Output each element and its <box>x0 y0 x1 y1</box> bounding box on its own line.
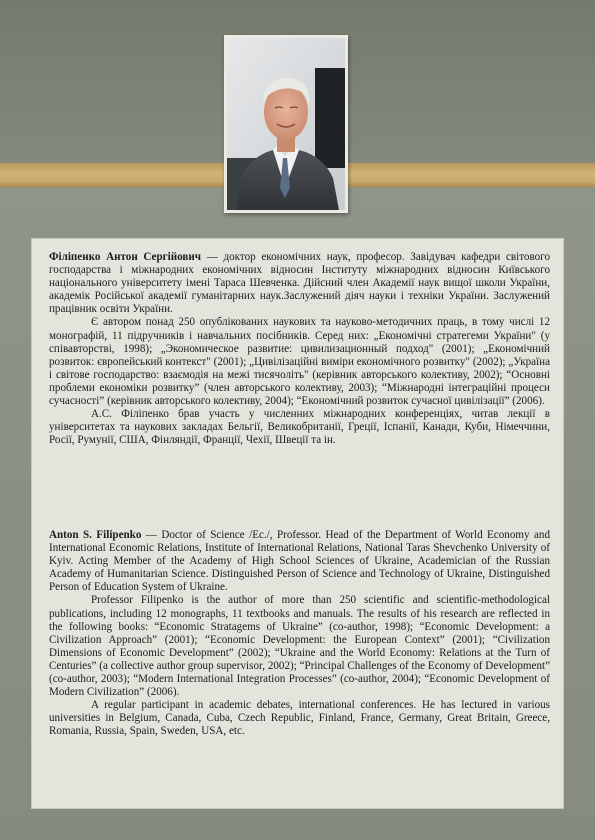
biography-english <box>49 529 550 739</box>
uk-author-name: Філіпенко Антон Сергійович <box>49 251 202 263</box>
en-author-name: Anton S. Filipenko <box>49 529 142 541</box>
en-publications-paragraph: Professor Filipenko is the author of more than 250 scientific and scientific-methodological publications, including 12 monographs, 11 textbooks and manuals. The results of his research are reflected in the following books: “Economic Stratagems of Ukraine” (co-author, 1998); “Economic Development: a Civilization Approach” (2001); “Economic Development: the European Context” (2001); “Civilization Dimensions of Economic Development” (2002); “Ukraine and the World Economy: Relations at the Turn of Centuries” (a collective author group supervisor, 2002); “Principal Challenges of the Economy of Development” (co-author, 2003); “Modern International Integration Processes” (co-author, 2004); “Economic Development of Modern Civilization” (2006). <box>49 594 550 699</box>
en-conferences-paragraph: A regular participant in academic debates, international conferences. He has lectured in various universities in Belgium, Canada, Cuba, Czech Republic, Finland, France, Germany, Great Britain, Greece, Romania, Russia, Spain, Sweden, USA, etc. <box>49 699 550 738</box>
author-photo <box>227 38 345 210</box>
author-portrait-illustration <box>227 38 345 210</box>
author-photo-frame <box>224 35 348 213</box>
uk-bio-text: — доктор економічних наук, професор. Завідувач кафедри світового господарства і міжнародних економічних відносин Інституту міжнародних відносин Київського національного університету імені Тараса Шевченка. Дійсний член Академії наук вищої школи України, академік Російської академії гуманітарних наук.Заслужений діяч науки і техніки України. Заслужений працівник освіти України. <box>49 251 550 316</box>
en-bio-text: — Doctor of Science /Ec./, Professor. Head of the Department of World Economy and International Economic Relations, Institute of International Relations, National Taras Shevchenko University of Kyiv. Acting Member of the Academy of High School Sciences of Ukraine, Academician of the Russian Academy of Humanitarian Science. Distinguished Person of Science and Technology of Ukraine, Distinguished Person of Education System of Ukraine. <box>49 529 550 594</box>
uk-publications-paragraph: Є автором понад 250 опублікованих наукових та науково-методичних праць, в тому числі 12 монографій, 11 підручників і навчальних посібників. Серед них: „Економічні стратегеми України" (у співавторстві, 1998); „Экономическое развитие: цивилизационный подход" (2001); „Економічний розвиток: європейський контекст" (2001); „Цивілізаційні виміри економічного розвитку" (2002); „Україна і світове господарство: взаємодія на межі тисячоліть" (керівник авторського колективу, 2002); “Основні проблеми економіки розвитку” (член авторського колективу, 2003); “Міжнародні інтеграційні процеси сучасності” (керівник авторського колективу, 2004); “Економічний розвиток сучасної цивілізації” (2006). <box>49 316 550 408</box>
biography-panel <box>31 238 564 809</box>
en-bio-paragraph <box>49 529 550 594</box>
biography-ukrainian <box>49 251 550 447</box>
uk-bio-paragraph <box>49 251 550 316</box>
uk-conferences-paragraph: А.С. Філіпенко брав участь у численних міжнародних конференціях, читав лекції в університетах та наукових закладах Бельгії, Великобританії, Греції, Іспанії, Канади, Куби, Німеччини, Росії, Румунії, США, Фінляндії, Франції, Чехії, Швеції та ін. <box>49 408 550 447</box>
